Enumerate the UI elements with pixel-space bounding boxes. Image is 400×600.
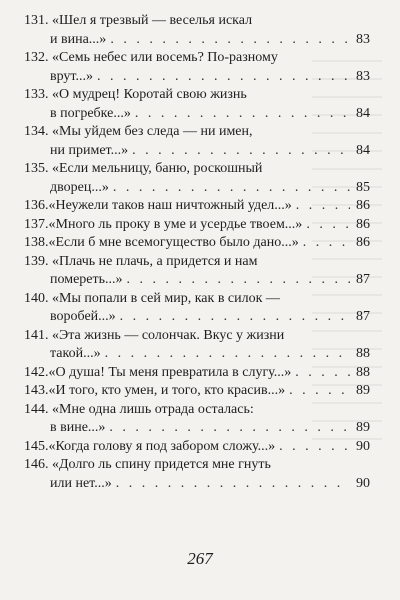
dot-leader [306,216,350,235]
toc-entry-first-line [24,86,370,105]
toc-entry-first-line [24,12,370,31]
toc-entry [24,86,370,123]
entry-page-number: 83 [356,31,370,47]
entry-page-number: 88 [356,346,370,361]
toc-entry-continuation [24,31,370,50]
entry-title: «Мы уйдем без следа — ни имен, [52,124,253,139]
dot-leader [97,68,350,87]
dot-leader [279,438,350,457]
dot-leader [135,105,350,124]
dot-leader [296,197,350,216]
entry-page-number: 90 [356,475,370,491]
toc-entry [24,438,370,457]
dot-leader [113,179,350,198]
toc-entry-first-line [24,456,370,475]
toc-entry-first-line [24,382,370,401]
entry-number: 141. [24,327,49,343]
entry-title: «И того, кто умен, и того, кто красив...» [48,383,286,398]
entry-number: 132. [24,50,49,65]
toc-entry-first-line [24,327,370,346]
toc-entry-first-line [24,49,370,68]
dot-leader [132,142,350,161]
entry-number: 144. [24,401,49,417]
table-of-contents [24,12,370,493]
toc-entry [24,401,370,438]
toc-entry-first-line [24,216,370,235]
entry-title-continuation: или нет...» [50,475,112,491]
entry-page-number: 88 [356,364,370,380]
toc-entry-first-line [24,160,370,179]
toc-entry-continuation [24,308,370,327]
entry-title: «О душа! Ты меня превратила в слугу...» [48,364,292,380]
entry-title-continuation: и вина...» [50,31,107,47]
toc-entry [24,290,370,327]
entry-title-continuation: ни примет...» [50,142,129,158]
entry-title: «Неужели таков наш ничтожный удел...» [48,198,292,213]
toc-entry-first-line [24,290,370,309]
entry-number: 137. [24,216,49,232]
toc-entry [24,160,370,197]
entry-page-number: 83 [356,68,370,84]
entry-title-continuation: в вине...» [50,420,106,435]
entry-page-number: 89 [356,383,370,398]
entry-title: «Мне одна лишь отрада осталась: [52,401,254,417]
toc-entry-continuation [24,68,370,87]
entry-number: 140. [24,290,49,306]
entry-number: 138. [24,235,49,250]
dot-leader [303,234,350,253]
dot-leader [105,345,350,364]
entry-page-number: 84 [356,105,370,121]
toc-entry [24,364,370,383]
entry-title: «Эта жизнь — солончак. Вкус у жизни [52,327,285,343]
entry-number: 131. [24,13,49,28]
entry-title: «Когда голову я под забором сложу...» [48,438,276,454]
entry-title-continuation: такой...» [50,346,101,361]
entry-page-number: 84 [356,142,370,158]
entry-page-number: 87 [356,309,370,324]
entry-number: 133. [24,87,49,102]
entry-title: «Много ль проку в уме и усердье твоем...» [48,216,303,232]
toc-entry-first-line [24,234,370,253]
dot-leader [120,308,350,327]
entry-title-continuation: врут...» [50,68,93,84]
toc-entry-continuation [24,345,370,364]
toc-entry [24,123,370,160]
entry-page-number: 86 [356,198,370,213]
toc-entry [24,49,370,86]
toc-entry-first-line [24,364,370,383]
entry-title: «Если б мне всемогущество было дано...» [48,235,299,250]
entry-title: «О мудрец! Коротай свою жизнь [52,87,247,102]
toc-entry [24,12,370,49]
dot-leader [295,364,350,383]
entry-number: 134. [24,124,49,139]
entry-title: «Если мельницу, баню, роскошный [52,161,263,176]
entry-title-continuation: воробей...» [50,309,116,324]
dot-leader [109,419,350,438]
entry-title: «Мы попали в сей мир, как в силок — [52,290,280,306]
entry-page-number: 86 [356,216,370,232]
entry-title: «Шел я трезвый — веселья искал [52,13,253,28]
toc-entry [24,216,370,235]
toc-entry [24,327,370,364]
toc-entry-continuation [24,105,370,124]
entry-number: 145. [24,438,49,454]
entry-number: 146. [24,457,49,472]
entry-page-number: 86 [356,235,370,250]
entry-number: 143. [24,383,49,398]
dot-leader [127,271,350,290]
toc-entry-first-line [24,438,370,457]
toc-entry-first-line [24,197,370,216]
toc-entry-first-line [24,253,370,272]
dot-leader [289,382,350,401]
toc-entry-continuation [24,475,370,494]
entry-title-continuation: помереть...» [50,272,123,287]
toc-entry [24,253,370,290]
toc-entry [24,456,370,493]
entry-title: «Семь небес или восемь? По-разному [52,50,278,65]
entry-page-number: 89 [356,420,370,435]
toc-entry-continuation [24,142,370,161]
entry-number: 136. [24,198,49,213]
toc-entry-continuation [24,179,370,198]
dot-leader [116,475,350,494]
toc-entry-continuation [24,271,370,290]
entry-page-number: 87 [356,272,370,287]
toc-entry-continuation [24,419,370,438]
toc-entry [24,234,370,253]
entry-page-number: 85 [356,179,370,195]
page-number: 267 [187,549,213,568]
entry-number: 139. [24,253,49,269]
toc-entry [24,197,370,216]
toc-entry-first-line [24,123,370,142]
entry-title: «Плачь не плачь, а придется и нам [52,253,258,269]
entry-number: 142. [24,364,49,380]
toc-entry-first-line [24,401,370,420]
entry-page-number: 90 [356,438,370,454]
entry-title-continuation: в погребке...» [50,105,131,121]
entry-title-continuation: дворец...» [50,179,109,195]
toc-entry [24,382,370,401]
entry-number: 135. [24,161,49,176]
dot-leader [110,31,350,50]
entry-title: «Долго ль спину придется мне гнуть [52,457,271,472]
